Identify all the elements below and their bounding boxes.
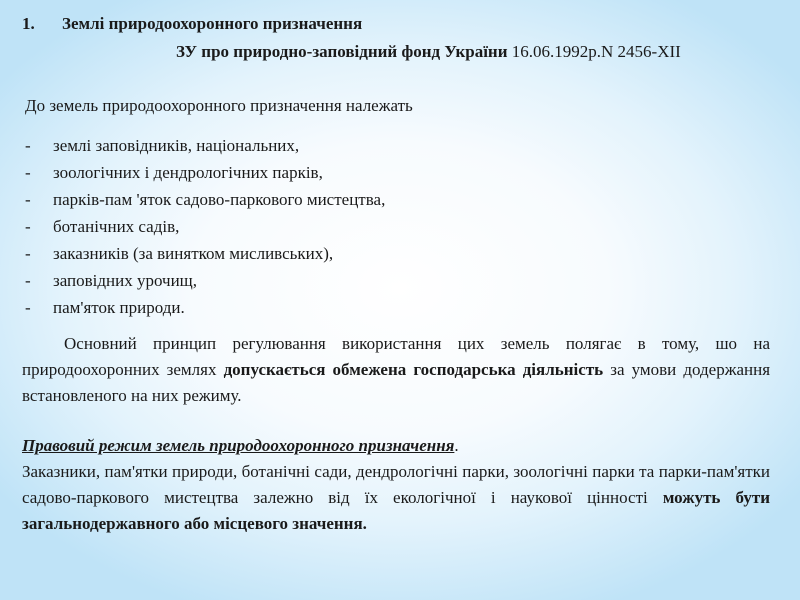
regime-text: Заказники, пам'ятки природи, ботанічні сади, дендрологічні парки, зоологічні парки та парки-пам'ятки садово-паркового мистецтва залежно від їх екологічної і наукової цінності	[22, 462, 770, 507]
list-item: - заказників (за винятком мисливських),	[25, 240, 385, 267]
list-bullet: -	[25, 244, 31, 263]
list-item: - парків-пам 'яток садово-паркового мистецтва,	[25, 186, 385, 213]
law-reference	[176, 42, 681, 62]
principle-paragraph	[22, 331, 770, 409]
section-heading	[22, 14, 362, 34]
section-number: 1.	[22, 14, 35, 33]
list-bullet: -	[25, 163, 31, 182]
principle-text: Основний принцип регулювання використання цих земель полягає в тому, шо на природоохоронних землях	[22, 334, 770, 379]
list-bullet: -	[25, 271, 31, 290]
principle-emphasis: допускається обмежена господарська діяльність	[223, 360, 604, 379]
list-bullet: -	[25, 190, 31, 209]
regime-paragraph	[22, 433, 770, 537]
principle-text-end: за умови додержання встановленого на них режиму.	[22, 360, 771, 405]
regime-title-end: .	[454, 436, 459, 455]
intro-text: До земель природоохоронного призначення належать	[25, 96, 413, 115]
list-item: - заповідних урочищ,	[25, 267, 385, 294]
land-categories-list	[25, 132, 385, 321]
regime-title: Правовий режим земель природоохоронного призначення	[22, 436, 455, 455]
law-name: ЗУ про природно-заповідний фонд України	[176, 42, 508, 61]
list-bullet: -	[25, 217, 31, 236]
list-item: - ботанічних садів,	[25, 213, 385, 240]
list-bullet: -	[25, 298, 31, 317]
regime-emphasis: можуть бути загальнодержавного або місцевого значення.	[22, 488, 770, 533]
section-title: Землі природоохоронного призначення	[62, 14, 363, 33]
list-item: - зоологічних і дендрологічних парків,	[25, 159, 385, 186]
list-item: - пам'яток природи.	[25, 294, 385, 321]
law-ref: 16.06.1992р.N 2456-XII	[511, 42, 681, 61]
list-bullet: -	[25, 136, 31, 155]
list-item: - землі заповідників, національних,	[25, 132, 385, 159]
